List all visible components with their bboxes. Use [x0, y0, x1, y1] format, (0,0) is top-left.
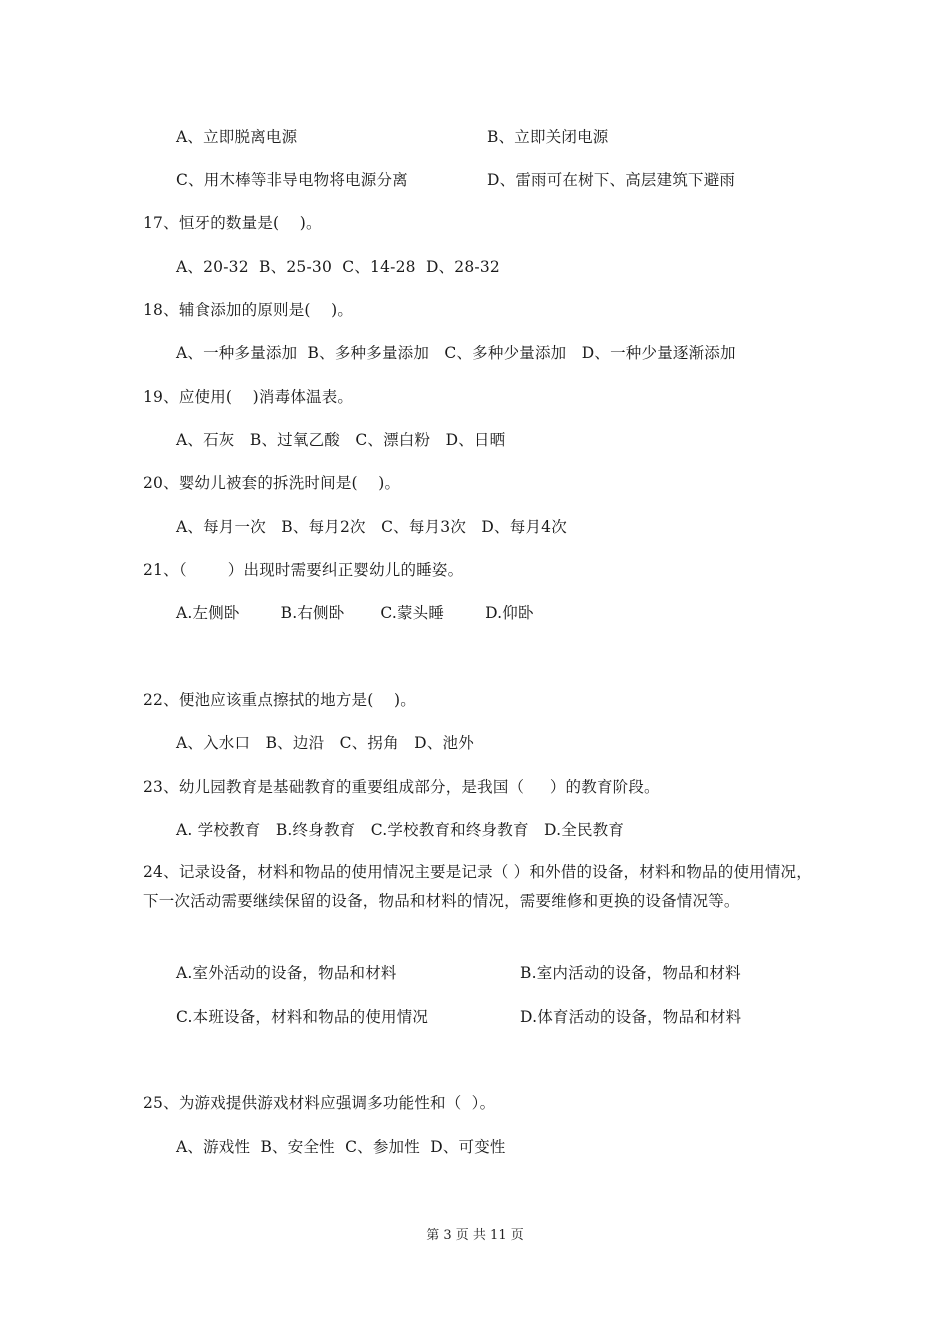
q25-options: A、游戏性 B、安全性 C、参加性 D、可变性 — [176, 1138, 506, 1156]
q23-options: A. 学校教育 B.终身教育 C.学校教育和终身教育 D.全民教育 — [176, 821, 625, 839]
q20-stem: 20、婴幼儿被套的拆洗时间是( )。 — [143, 474, 401, 492]
q18-options: A、一种多量添加 B、多种多量添加 C、多种少量添加 D、一种少量逐渐添加 — [176, 344, 736, 362]
q22-options: A、入水口 B、边沿 C、拐角 D、池外 — [176, 734, 474, 752]
q21-options: A.左侧卧 B.右侧卧 C.蒙头睡 D.仰卧 — [176, 604, 534, 622]
q16-option-a: A、立即脱离电源 — [176, 128, 298, 146]
q20-options: A、每月一次 B、每月2次 C、每月3次 D、每月4次 — [176, 518, 567, 536]
q17-stem: 17、恒牙的数量是( )。 — [143, 214, 322, 232]
q24-stem: 24、记录设备，材料和物品的使用情况主要是记录（ ）和外借的设备，材料和物品的使用情况，下一次活动需要继续保留的设备，物品和材料的情况，需要维修和更换的设备情况等。 — [143, 863, 812, 910]
q24-option-a: A.室外活动的设备，物品和材料 — [176, 964, 397, 982]
q24-option-d: D.体育活动的设备，物品和材料 — [520, 1008, 742, 1026]
q25-stem: 25、为游戏提供游戏材料应强调多功能性和（ ）。 — [143, 1094, 496, 1112]
q16-option-d: D、雷雨可在树下、高层建筑下避雨 — [487, 171, 736, 189]
q23-stem: 23、幼儿园教育是基础教育的重要组成部分，是我国（ ）的教育阶段。 — [143, 778, 660, 796]
q16-option-b: B、立即关闭电源 — [487, 128, 609, 146]
q24-option-c: C.本班设备，材料和物品的使用情况 — [176, 1008, 429, 1026]
q24-option-b: B.室内活动的设备，物品和材料 — [520, 964, 741, 982]
q22-stem: 22、便池应该重点擦拭的地方是( )。 — [143, 691, 416, 709]
q18-stem: 18、辅食添加的原则是( )。 — [143, 301, 354, 319]
q19-options: A、石灰 B、过氧乙酸 C、漂白粉 D、日晒 — [176, 431, 506, 449]
q16-option-c: C、用木棒等非导电物将电源分离 — [176, 171, 408, 189]
q19-stem: 19、应使用( )消毒体温表。 — [143, 388, 354, 406]
q21-stem: 21、（ ）出现时需要纠正婴幼儿的睡姿。 — [143, 561, 464, 579]
q17-options: A、20-32 B、25-30 C、14-28 D、28-32 — [176, 258, 500, 276]
page-number: 第 3 页 共 11 页 — [426, 1228, 524, 1243]
